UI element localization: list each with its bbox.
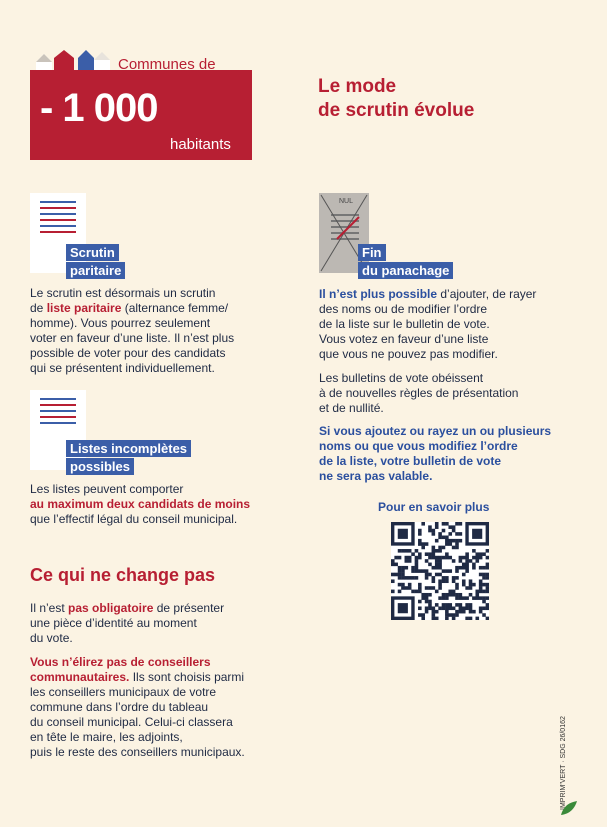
scrutin-paritaire-tag: Scrutin paritaire xyxy=(66,244,125,280)
unchanged-text-1: Il n’est pas obligatoire de présenter une pièce d’identité au moment du vote. xyxy=(30,601,225,645)
listes-incompletes-tag: Listes incomplètes possibles xyxy=(66,440,191,476)
fin-panachage-text-2: Les bulletins de vote obéissent à de nouvelles règles de présentation et de nullité. xyxy=(319,371,519,415)
printer-mark: IMPRIM’VERT · SDG 26/0162 xyxy=(560,716,567,810)
banner-bottom-text: habitants xyxy=(170,136,231,153)
unchanged-text-2: Vous n’élirez pas de conseillers communautaires. Ils sont choisis parmi les conseillers municipaux de votre commune dans l’ordre du tableau du conseil municipal. Celui-ci classera en tête le maire, les adjoints, puis le reste des conseillers municipaux. xyxy=(30,655,245,759)
fin-panachage-text-1: Il n’est plus possible d’ajouter, de rayer des noms ou de modifier l’ordre de la liste sur le bulletin de vote. Vous votez en faveur d’une liste que vous ne pouvez pas modifier. xyxy=(319,287,537,361)
page-title: Le mode de scrutin évolue xyxy=(318,76,475,121)
listes-incompletes-text: Les listes peuvent comporter au maximum deux candidats de moins que l’effectif légal du conseil municipal. xyxy=(30,482,251,526)
fin-panachage-warning: Si vous ajoutez ou rayez un ou plusieurs noms ou que vous modifiez l’ordre de la liste, votre bulletin de vote ne sera pas valable. xyxy=(319,424,552,483)
qr-code[interactable] xyxy=(391,522,489,620)
fin-panachage-tag: Fin du panachage xyxy=(358,244,453,280)
scrutin-paritaire-text: Le scrutin est désormais un scrutin de liste paritaire (alternance femme/ homme). Vous pourrez seulement voter en faveur d’une liste. Il n’est plus possible de voter pour des candidats qui se présentent individuellement. xyxy=(30,286,235,375)
section-title-unchanged: Ce qui ne change pas xyxy=(30,565,216,585)
banner-population: - 1 000 xyxy=(40,86,158,130)
svg-text:NUL: NUL xyxy=(339,198,354,205)
leaf-icon xyxy=(560,800,578,816)
banner-top-text: Communes de xyxy=(118,56,216,73)
qr-label: Pour en savoir plus xyxy=(378,500,490,514)
